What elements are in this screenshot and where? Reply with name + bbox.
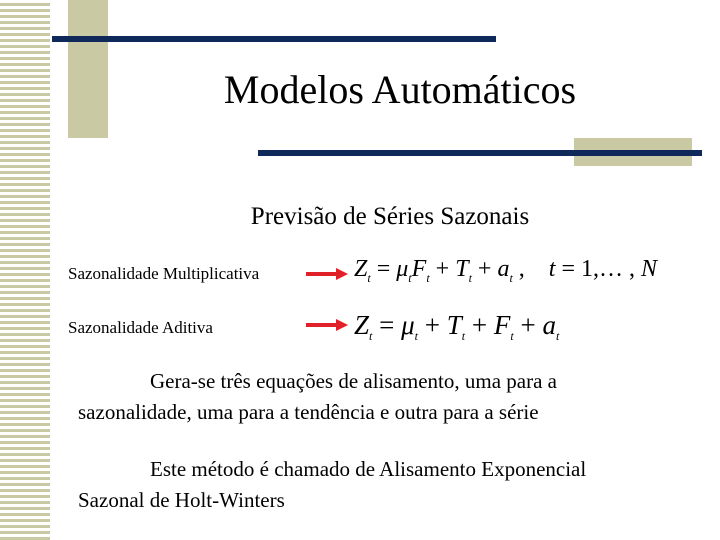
decorative-stripes xyxy=(0,0,50,540)
formula-additive: $Z_t = \mu_t + T_t + F_t + a_t$ xyxy=(354,310,560,343)
slide-subtitle: Previsão de Séries Sazonais xyxy=(250,203,530,230)
title-bar-bottom xyxy=(258,150,702,156)
paragraph-line: Sazonal de Holt-Winters xyxy=(78,488,285,512)
decorative-block-left xyxy=(68,0,108,138)
paragraph-equations xyxy=(78,366,678,428)
formula-multiplicative: $Z_t = \mu_tF_t + T_t + a_t$ , t = 1,… , N xyxy=(354,256,658,285)
arrow-right-icon xyxy=(306,318,348,332)
slide-title: Modelos Automáticos xyxy=(223,67,577,112)
paragraph-line: sazonalidade, uma para a tendência e outra para a série xyxy=(78,400,539,424)
paragraph-method xyxy=(78,454,678,516)
arrow-right-icon xyxy=(306,267,348,281)
title-bar-top xyxy=(52,36,496,42)
paragraph-line: Este método é chamado de Alisamento Exponencial xyxy=(150,457,587,481)
model-label-additive: Sazonalidade Aditiva xyxy=(68,318,213,337)
model-label-multiplicative: Sazonalidade Multiplicativa xyxy=(68,264,260,283)
paragraph-line: Gera-se três equações de alisamento, uma para a xyxy=(150,369,557,393)
